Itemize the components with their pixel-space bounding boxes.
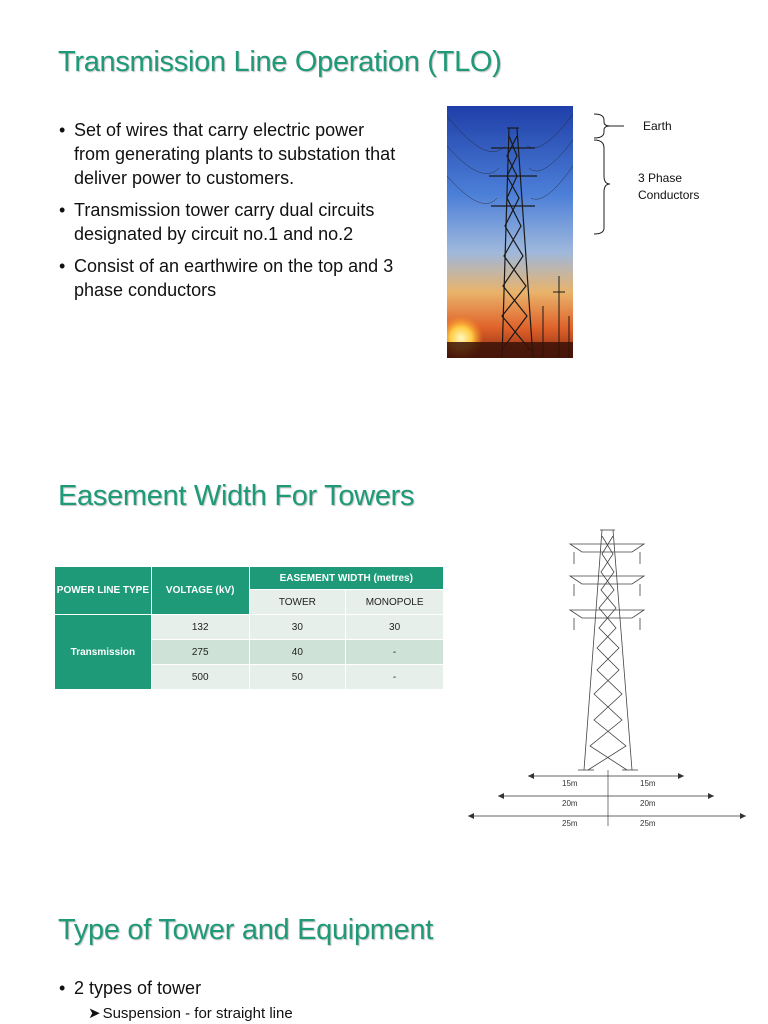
easement-table xyxy=(54,566,444,690)
tower-width-cell: 40 xyxy=(249,640,346,665)
dim-15m-left: 15m xyxy=(562,779,578,788)
col-header-power-line-type: POWER LINE TYPE xyxy=(55,567,152,615)
tlo-bullet-2: • Transmission tower carry dual circuits designated by circuit no.1 and no.2 xyxy=(58,198,398,246)
annotation-braces xyxy=(590,110,630,240)
tlo-bullet-list xyxy=(58,118,398,310)
dim-20m-right: 20m xyxy=(640,799,656,808)
tlo-bullet-1: • Set of wires that carry electric power from generating plants to substation that deliver power to customers. xyxy=(58,118,398,190)
tower-width-cell: 50 xyxy=(249,665,346,690)
voltage-cell: 132 xyxy=(151,615,249,640)
suspension-text: Suspension - for straight line xyxy=(102,1005,293,1022)
col-header-voltage: VOLTAGE (kV) xyxy=(151,567,249,615)
tlo-title: Transmission Line Operation (TLO) xyxy=(58,46,502,78)
easement-title: Easement Width For Towers xyxy=(58,480,415,512)
tower-width-cell: 30 xyxy=(249,615,346,640)
tower-types-title: Type of Tower and Equipment xyxy=(58,914,434,946)
phase-conductors-label xyxy=(638,170,699,204)
suspension-sub-bullet xyxy=(88,1004,293,1022)
row-label-transmission: Transmission xyxy=(55,615,152,690)
dim-15m-right: 15m xyxy=(640,779,656,788)
dim-25m-right: 25m xyxy=(640,819,656,828)
col-header-easement-width: EASEMENT WIDTH (metres) xyxy=(249,567,443,590)
phase-label-line2: Conductors xyxy=(638,188,700,202)
voltage-cell: 275 xyxy=(151,640,249,665)
col-header-tower: TOWER xyxy=(249,590,346,615)
transmission-tower-photo xyxy=(447,106,573,358)
tower-types-bullet: • 2 types of tower xyxy=(58,976,458,1000)
tower-easement-diagram xyxy=(462,524,752,834)
table-row xyxy=(55,615,444,640)
voltage-cell: 500 xyxy=(151,665,249,690)
monopole-width-cell: - xyxy=(346,665,444,690)
monopole-width-cell: - xyxy=(346,640,444,665)
tlo-bullet-3: • Consist of an earthwire on the top and 3 phase conductors xyxy=(58,254,398,302)
phase-label-line1: 3 Phase xyxy=(638,171,683,185)
dim-25m-left: 25m xyxy=(562,819,578,828)
arrow-bullet-icon: ➤ xyxy=(88,1005,101,1022)
dim-20m-left: 20m xyxy=(562,799,578,808)
col-header-monopole: MONOPOLE xyxy=(346,590,444,615)
monopole-width-cell: 30 xyxy=(346,615,444,640)
earth-label: Earth xyxy=(643,119,672,133)
